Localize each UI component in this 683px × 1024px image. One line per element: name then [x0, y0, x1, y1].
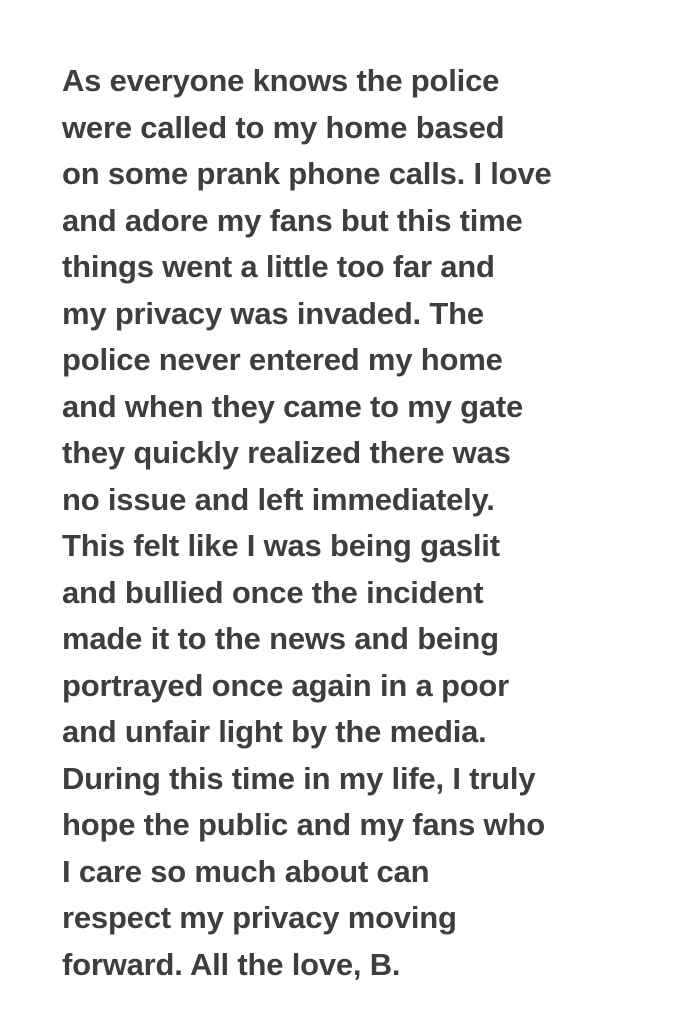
note-line: respect my privacy moving [62, 900, 457, 935]
note-line: I care so much about can [62, 853, 430, 889]
note-line: things went a little too far and [62, 249, 495, 284]
note-line: they quickly realized there was [62, 435, 511, 470]
note-line: As everyone knows the police [62, 63, 500, 98]
note-line: and when they came to my gate [62, 388, 524, 424]
note-line: This felt like I was being gaslit [62, 528, 500, 563]
note-line: no issue and left immediately. [62, 481, 495, 517]
note-line: police never entered my home [62, 342, 503, 377]
note-line: forward. All the love, B. [62, 946, 401, 982]
note-line: hope the public and my fans who [62, 807, 545, 842]
note-line: portrayed once again in a poor [62, 667, 510, 703]
note-line: During this time in my life, I truly [62, 760, 536, 796]
note-body [62, 58, 662, 988]
note-line: and bullied once the incident [62, 574, 484, 610]
note-line: on some prank phone calls. I love [62, 156, 552, 191]
note-line: and adore my fans but this time [62, 202, 523, 238]
note-line: my privacy was invaded. The [62, 295, 484, 331]
note-line: and unfair light by the media. [62, 714, 487, 749]
note-line: made it to the news and being [62, 621, 499, 656]
note-line: were called to my home based [62, 109, 505, 145]
